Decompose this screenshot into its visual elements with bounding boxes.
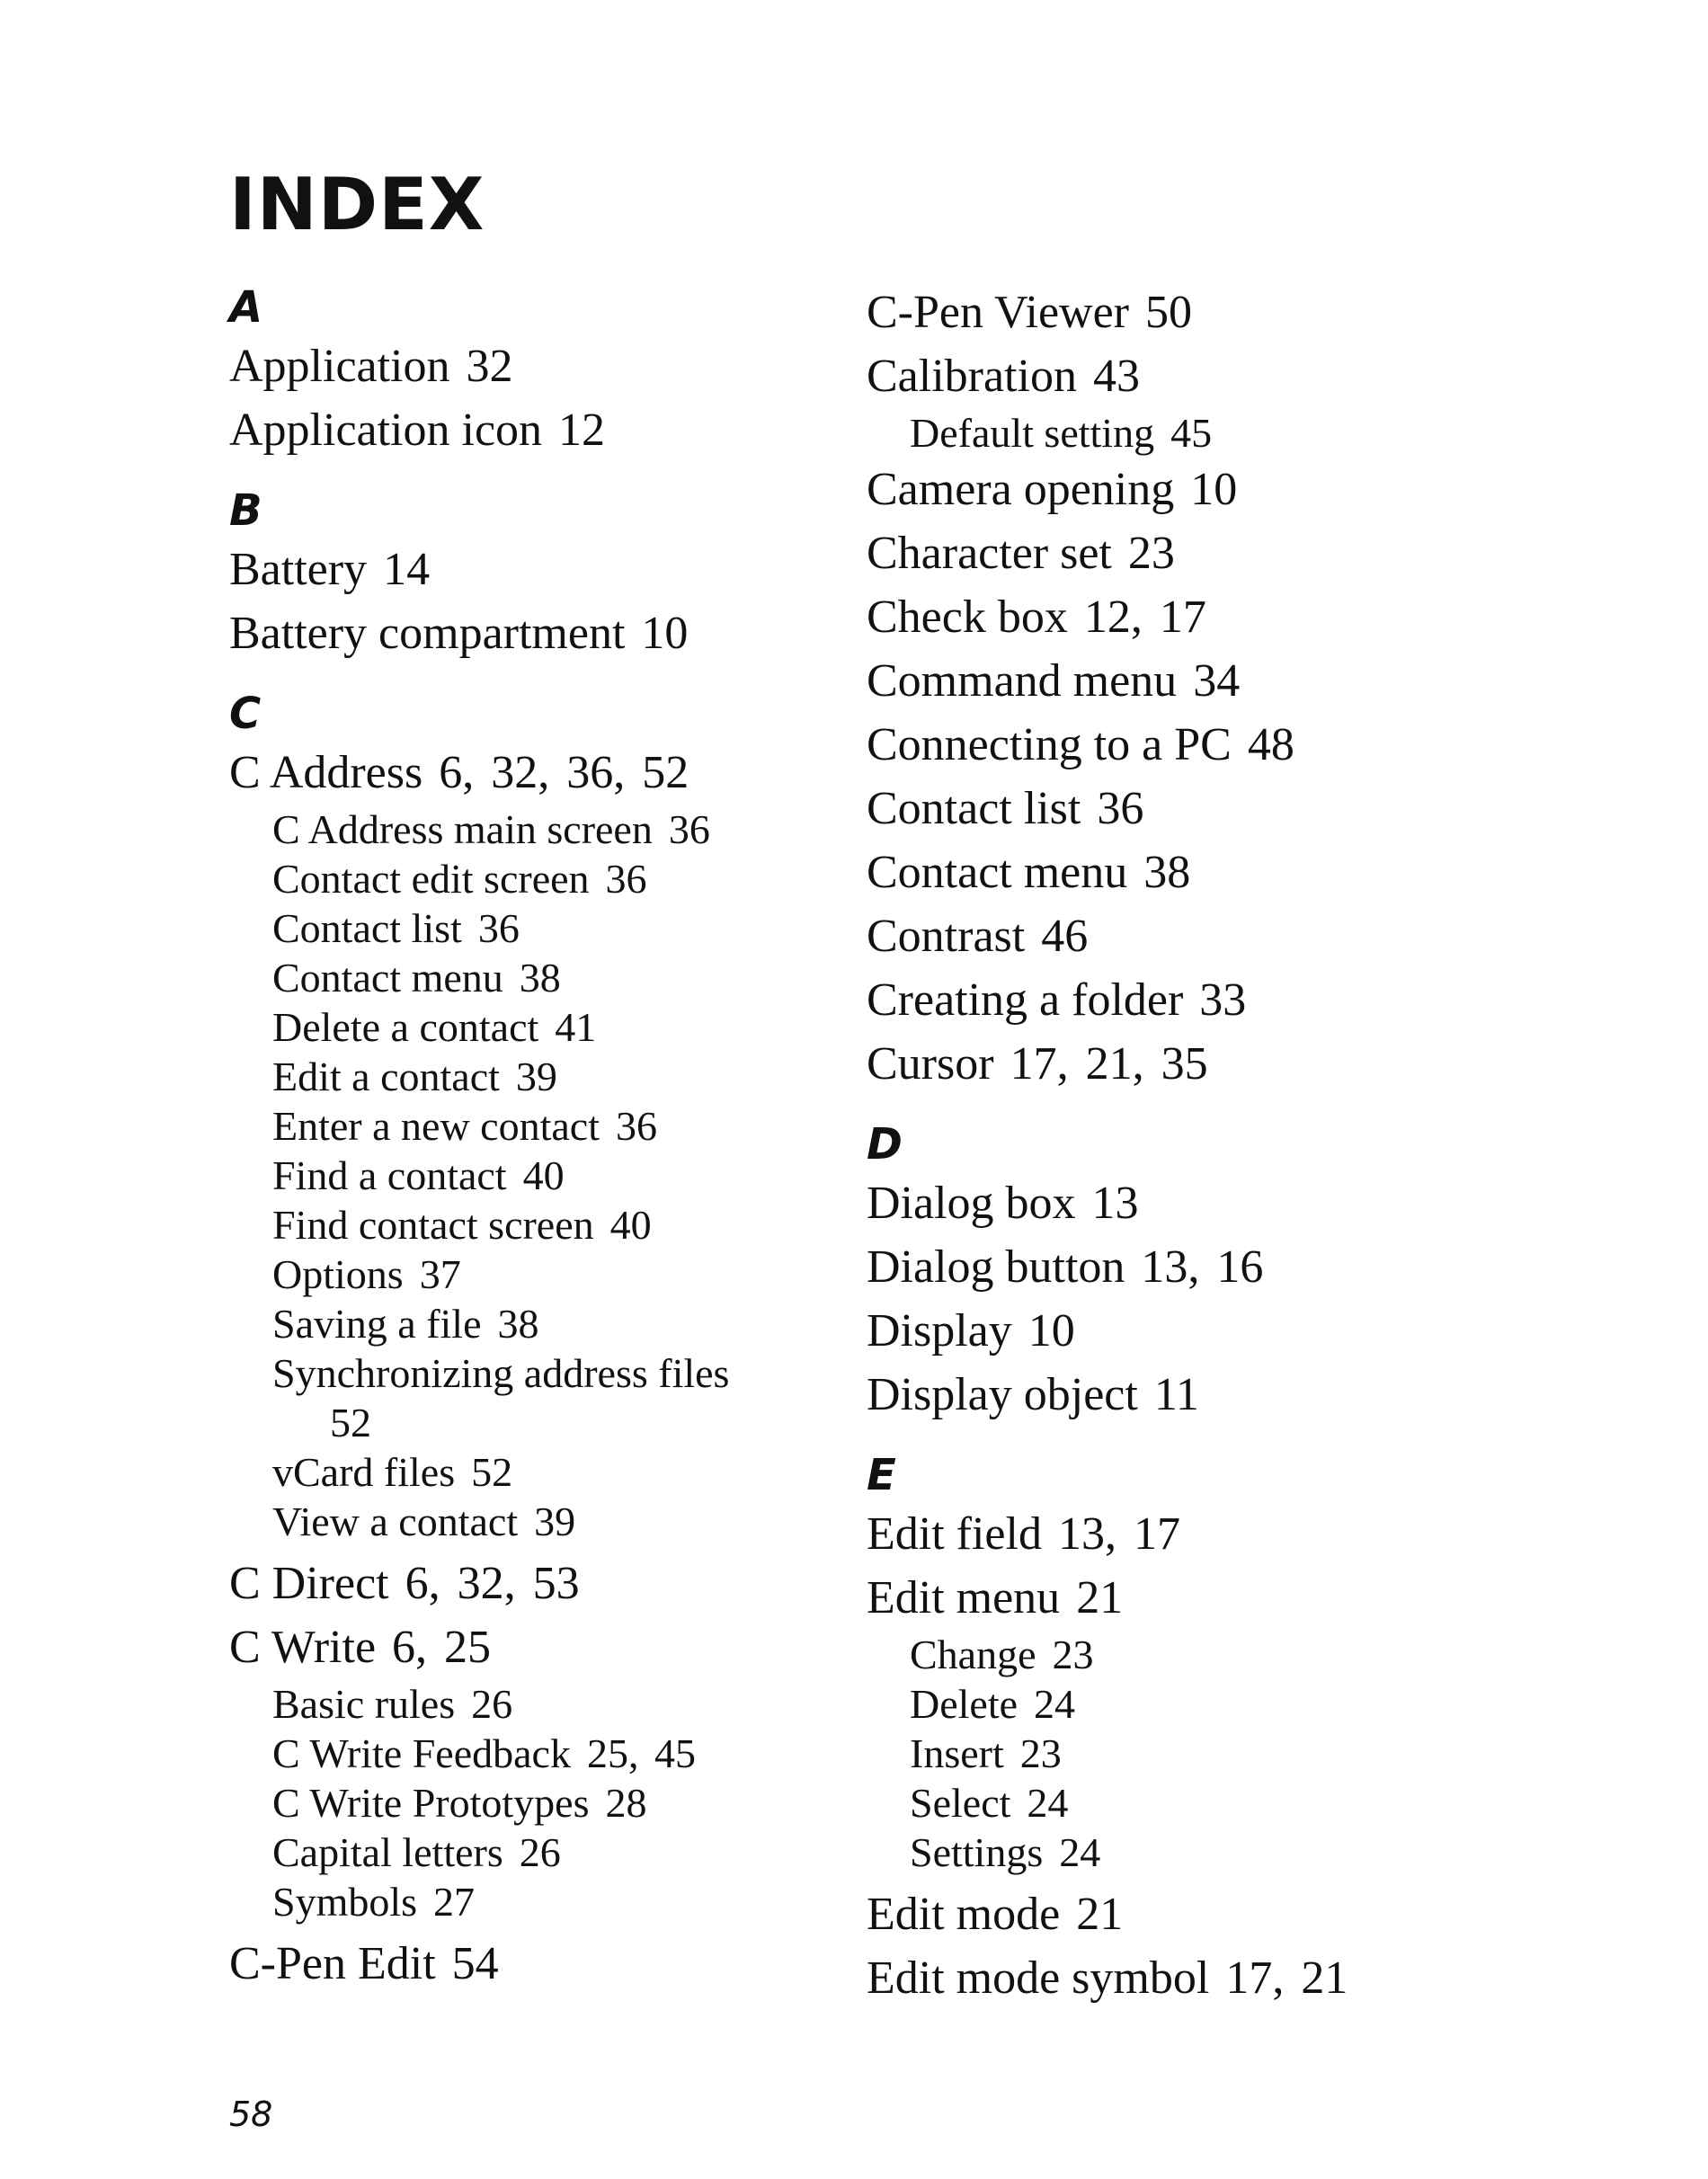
index-subentry xyxy=(229,1052,876,1101)
entry-term: Edit a contact xyxy=(272,1054,500,1099)
index-subentry xyxy=(867,1828,1514,1877)
index-entry xyxy=(867,521,1514,585)
index-entry xyxy=(867,1566,1514,1630)
entry-term: Symbols xyxy=(272,1879,418,1925)
entry-pages: 40 xyxy=(522,1152,565,1198)
entry-pages: 41 xyxy=(555,1004,597,1050)
entry-term: Edit mode symbol xyxy=(867,1952,1210,2004)
index-subentry xyxy=(229,903,876,953)
entry-term: Contact list xyxy=(867,783,1081,834)
entry-pages: 48 xyxy=(1247,719,1294,770)
index-subentry xyxy=(229,1778,876,1828)
index-entry xyxy=(229,538,876,601)
entry-term: Dialog button xyxy=(867,1241,1125,1293)
index-entry xyxy=(867,1235,1514,1299)
index-entry xyxy=(867,1171,1514,1235)
entry-pages: 33 xyxy=(1199,974,1247,1026)
entry-pages: 40 xyxy=(609,1202,652,1248)
entry-term: Display xyxy=(867,1305,1012,1356)
entry-term: vCard files xyxy=(272,1449,456,1495)
entry-term: Select xyxy=(910,1780,1011,1826)
index-entry xyxy=(867,280,1514,344)
index-subentry xyxy=(229,1679,876,1729)
entry-pages: 23 xyxy=(1019,1730,1062,1776)
index-entry xyxy=(867,1946,1514,2010)
entry-term: Insert xyxy=(910,1730,1004,1776)
entry-pages: 12 xyxy=(558,405,606,456)
index-entry xyxy=(229,1932,876,1996)
index-entry xyxy=(867,1032,1514,1096)
entry-pages: 36 xyxy=(615,1103,657,1149)
entry-term: Capital letters xyxy=(272,1829,503,1875)
entry-term: Find contact screen xyxy=(272,1202,594,1248)
entry-pages: 37 xyxy=(419,1251,461,1297)
entry-pages: 25, 45 xyxy=(586,1730,696,1776)
index-subentry xyxy=(229,1200,876,1250)
entry-pages: 38 xyxy=(497,1301,539,1347)
page-title: INDEX xyxy=(229,163,485,246)
index-subentry xyxy=(229,1877,876,1926)
entry-pages: 52 xyxy=(471,1449,513,1495)
index-entry xyxy=(867,713,1514,777)
entry-term: Display object xyxy=(867,1369,1138,1420)
index-entry xyxy=(229,1615,876,1679)
entry-term: Settings xyxy=(910,1829,1044,1875)
index-entry xyxy=(867,1363,1514,1427)
index-subentry xyxy=(229,854,876,903)
entry-term: Application icon xyxy=(229,405,543,456)
section-letter-c: C xyxy=(229,689,262,739)
index-subentry xyxy=(867,1729,1514,1778)
entry-term: Find a contact xyxy=(272,1152,507,1198)
entry-pages: 36 xyxy=(668,806,710,852)
entry-pages: 10 xyxy=(1190,464,1238,515)
entry-pages: 52 xyxy=(330,1400,371,1445)
entry-pages: 36 xyxy=(477,905,520,951)
entry-term: Camera opening xyxy=(867,464,1175,515)
entry-pages: 24 xyxy=(1027,1780,1069,1826)
entry-term: Saving a file xyxy=(272,1301,482,1347)
entry-term: C Write xyxy=(229,1622,377,1673)
entry-pages: 21 xyxy=(1076,1572,1124,1623)
section-letter-d: D xyxy=(867,1119,903,1170)
entry-term: Contact menu xyxy=(272,955,503,1001)
entry-pages: 38 xyxy=(1143,847,1191,898)
entry-pages: 38 xyxy=(519,955,561,1001)
index-subentry xyxy=(867,408,1514,458)
entry-term: Command menu xyxy=(867,655,1178,707)
entry-pages: 11 xyxy=(1153,1369,1199,1420)
entry-term: Creating a folder xyxy=(867,974,1184,1026)
entry-pages: 26 xyxy=(471,1681,513,1727)
index-entry xyxy=(867,968,1514,1032)
entry-term: Basic rules xyxy=(272,1681,456,1727)
entry-term: C Address main screen xyxy=(272,806,653,852)
entry-term: Application xyxy=(229,341,450,392)
index-subentry xyxy=(229,805,876,854)
index-subentry xyxy=(229,1250,876,1299)
entry-term: Contact menu xyxy=(867,847,1128,898)
entry-pages: 6, 32, 53 xyxy=(405,1558,580,1609)
index-entry xyxy=(229,1552,876,1615)
index-subentry xyxy=(867,1679,1514,1729)
entry-term: Change xyxy=(910,1632,1036,1677)
index-entry xyxy=(867,1299,1514,1363)
entry-term: Battery xyxy=(229,544,368,595)
entry-pages: 26 xyxy=(519,1829,561,1875)
entry-term: Delete xyxy=(910,1681,1019,1727)
entry-pages: 10 xyxy=(1027,1305,1075,1356)
index-entry xyxy=(229,334,876,398)
entry-pages: 14 xyxy=(383,544,431,595)
page-number: 58 xyxy=(229,2095,273,2134)
section-letter-b: B xyxy=(229,485,262,536)
entry-term: Synchronizing address files xyxy=(272,1350,730,1396)
entry-term: Cursor xyxy=(867,1038,994,1090)
entry-term: Options xyxy=(272,1251,404,1297)
entry-pages: 34 xyxy=(1193,655,1241,707)
entry-pages: 23 xyxy=(1127,528,1175,579)
entry-term: Enter a new contact xyxy=(272,1103,600,1149)
index-entry xyxy=(867,904,1514,968)
index-column-right xyxy=(867,280,1514,2010)
index-entry xyxy=(867,649,1514,713)
entry-pages: 13, 16 xyxy=(1141,1241,1264,1293)
entry-pages: 13, 17 xyxy=(1057,1508,1180,1560)
entry-term: Contact edit screen xyxy=(272,856,590,902)
entry-pages: 50 xyxy=(1144,287,1192,338)
index-subentry xyxy=(867,1630,1514,1679)
entry-pages: 39 xyxy=(515,1054,557,1099)
entry-term: C-Pen Edit xyxy=(229,1938,436,1989)
entry-term: Contact list xyxy=(272,905,462,951)
entry-term: Dialog box xyxy=(867,1178,1076,1229)
index-subentry xyxy=(229,1348,876,1447)
entry-pages: 46 xyxy=(1041,911,1089,962)
index-entry xyxy=(867,777,1514,840)
index-subentry xyxy=(229,1299,876,1348)
section-letter-e: E xyxy=(867,1450,896,1500)
entry-pages: 12, 17 xyxy=(1083,591,1206,643)
entry-pages: 28 xyxy=(605,1780,647,1826)
entry-pages: 36 xyxy=(1097,783,1144,834)
entry-pages: 39 xyxy=(534,1499,576,1544)
entry-pages: 10 xyxy=(641,608,689,659)
entry-term: Default setting xyxy=(910,410,1155,456)
entry-term: C Address xyxy=(229,747,423,798)
index-subentry xyxy=(867,1778,1514,1828)
entry-pages: 24 xyxy=(1034,1681,1076,1727)
entry-pages: 36 xyxy=(605,856,647,902)
entry-pages: 32 xyxy=(466,341,513,392)
index-subentry xyxy=(229,1729,876,1778)
entry-term: C-Pen Viewer xyxy=(867,287,1129,338)
index-entry xyxy=(867,585,1514,649)
index-entry xyxy=(867,458,1514,521)
entry-term: Edit mode xyxy=(867,1889,1061,1940)
entry-pages: 13 xyxy=(1091,1178,1139,1229)
entry-term: C Write Feedback xyxy=(272,1730,571,1776)
entry-term: View a contact xyxy=(272,1499,519,1544)
index-entry xyxy=(229,398,876,462)
entry-pages: 43 xyxy=(1092,351,1140,402)
entry-pages: 6, 32, 36, 52 xyxy=(439,747,689,798)
index-entry xyxy=(867,840,1514,904)
index-column-left xyxy=(229,280,876,1996)
index-subentry xyxy=(229,953,876,1002)
entry-term: Delete a contact xyxy=(272,1004,539,1050)
entry-pages: 23 xyxy=(1052,1632,1094,1677)
index-subentry xyxy=(229,1002,876,1052)
entry-pages: 6, 25 xyxy=(392,1622,492,1673)
entry-term: Connecting to a PC xyxy=(867,719,1232,770)
index-entry xyxy=(229,601,876,665)
entry-pages: 45 xyxy=(1170,410,1213,456)
entry-term: Check box xyxy=(867,591,1068,643)
entry-term: Edit field xyxy=(867,1508,1042,1560)
entry-pages: 17, 21 xyxy=(1225,1952,1348,2004)
index-entry xyxy=(867,1882,1514,1946)
entry-term: C Direct xyxy=(229,1558,389,1609)
entry-term: Battery compartment xyxy=(229,608,626,659)
index-subentry xyxy=(229,1151,876,1200)
entry-term: C Write Prototypes xyxy=(272,1780,590,1826)
index-entry xyxy=(867,344,1514,408)
entry-term: Contrast xyxy=(867,911,1026,962)
entry-pages: 21 xyxy=(1076,1889,1124,1940)
section-letter-a: A xyxy=(229,282,263,333)
entry-pages: 17, 21, 35 xyxy=(1010,1038,1208,1090)
index-subentry xyxy=(229,1101,876,1151)
index-entry xyxy=(867,1502,1514,1566)
index-subentry xyxy=(229,1447,876,1497)
entry-pages: 54 xyxy=(451,1938,499,1989)
entry-term: Calibration xyxy=(867,351,1077,402)
entry-pages: 27 xyxy=(433,1879,476,1925)
entry-pages: 24 xyxy=(1059,1829,1101,1875)
index-subentry xyxy=(229,1828,876,1877)
entry-term: Character set xyxy=(867,528,1112,579)
entry-term: Edit menu xyxy=(867,1572,1061,1623)
index-subentry xyxy=(229,1497,876,1546)
index-entry xyxy=(229,741,876,805)
